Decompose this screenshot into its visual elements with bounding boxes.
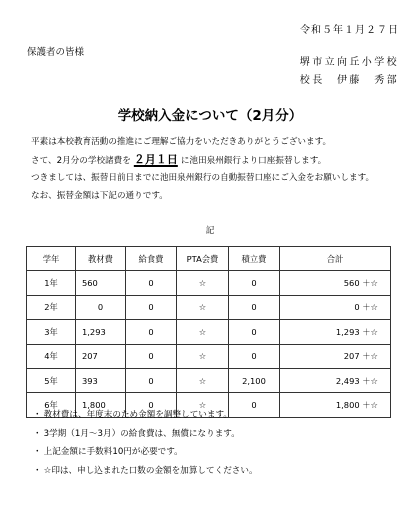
total-cell: 1,800 ＋☆ [280,393,391,417]
savings-cell: 0 [229,271,280,295]
body-line-3: つきましては、振替日前日までに池田泉州銀行の自動振替口座にご入金をお願いします。 [31,173,375,184]
fee-table [26,246,391,418]
debit-date: ２月１日 [133,153,178,167]
header-pta: PTA会費 [177,247,229,271]
materials-cell: 1,293 [76,320,126,344]
total-cell: 0 ＋☆ [280,295,391,319]
note-item: ・ 3学期（1月～3月）の給食費は、無償になります。 [33,425,258,444]
lunch-cell: 0 [126,393,177,417]
table-row [27,320,391,344]
body-line-4: なお、振替金額は下記の通りです。 [31,190,168,201]
lunch-cell: 0 [126,271,177,295]
grade-cell: 2年 [27,295,76,319]
body-text [31,134,374,205]
grade-cell: 6年 [27,393,76,417]
grade-cell: 5年 [27,368,76,392]
total-cell: 2,493 ＋☆ [280,368,391,392]
school-name: 堺市立向丘小学校 [299,57,399,68]
savings-cell: 0 [229,295,280,319]
table-header-row [27,247,391,271]
table-row [27,295,391,319]
pta-cell: ☆ [177,271,229,295]
table-row [27,271,391,295]
pta-cell: ☆ [177,393,229,417]
pta-cell: ☆ [177,295,229,319]
total-cell: 207 ＋☆ [280,344,391,368]
materials-cell: 207 [76,344,126,368]
header-grade: 学年 [27,247,76,271]
pta-cell: ☆ [177,368,229,392]
savings-cell: 0 [229,344,280,368]
letter-date: 令和５年１月２７日 [300,25,399,36]
pta-cell: ☆ [177,344,229,368]
lunch-cell: 0 [126,368,177,392]
pta-cell: ☆ [177,320,229,344]
savings-cell: 0 [229,320,280,344]
savings-cell: 0 [229,393,280,417]
table-row [27,344,391,368]
sender-block [300,54,399,90]
note-item: ・ 教材費は、年度末のため金額を調整しています。 [33,406,258,425]
materials-cell: 0 [76,295,126,319]
total-cell: 1,293 ＋☆ [280,320,391,344]
body-line-2-pre: さて、2月分の学校諸費を [31,156,131,167]
savings-cell: 2,100 [229,368,280,392]
header-total: 合計 [280,247,391,271]
header-savings: 積立費 [229,247,280,271]
grade-cell: 3年 [27,320,76,344]
header-materials: 教材費 [76,247,126,271]
notes-list [33,406,258,480]
grade-cell: 4年 [27,344,76,368]
principal-name: 校長 伊藤 秀部 [299,75,399,86]
body-line-1: 平素は本校教育活動の推進にご理解ご協力をいただきありがとうございます。 [31,137,332,147]
grade-cell: 1年 [27,271,76,295]
materials-cell: 1,800 [76,393,126,417]
note-item: ・ ☆印は、申し込まれた口数の金額を加算してください。 [33,462,258,481]
lunch-cell: 0 [126,295,177,319]
lunch-cell: 0 [126,344,177,368]
document-title: 学校納入金について（2月分） [117,108,303,124]
lunch-cell: 0 [126,320,177,344]
note-item: ・ 上記金額に手数料10円が必要です。 [33,443,258,462]
recipient: 保護者の皆様 [27,47,85,58]
materials-cell: 560 [76,271,126,295]
table-row [27,368,391,392]
body-line-2-post: に池田泉州銀行より口座振替します。 [180,156,327,167]
materials-cell: 393 [76,368,126,392]
total-cell: 560 ＋☆ [280,271,391,295]
header-lunch: 給食費 [126,247,177,271]
body-line-2 [31,151,374,170]
ki-heading: 記 [205,226,215,236]
